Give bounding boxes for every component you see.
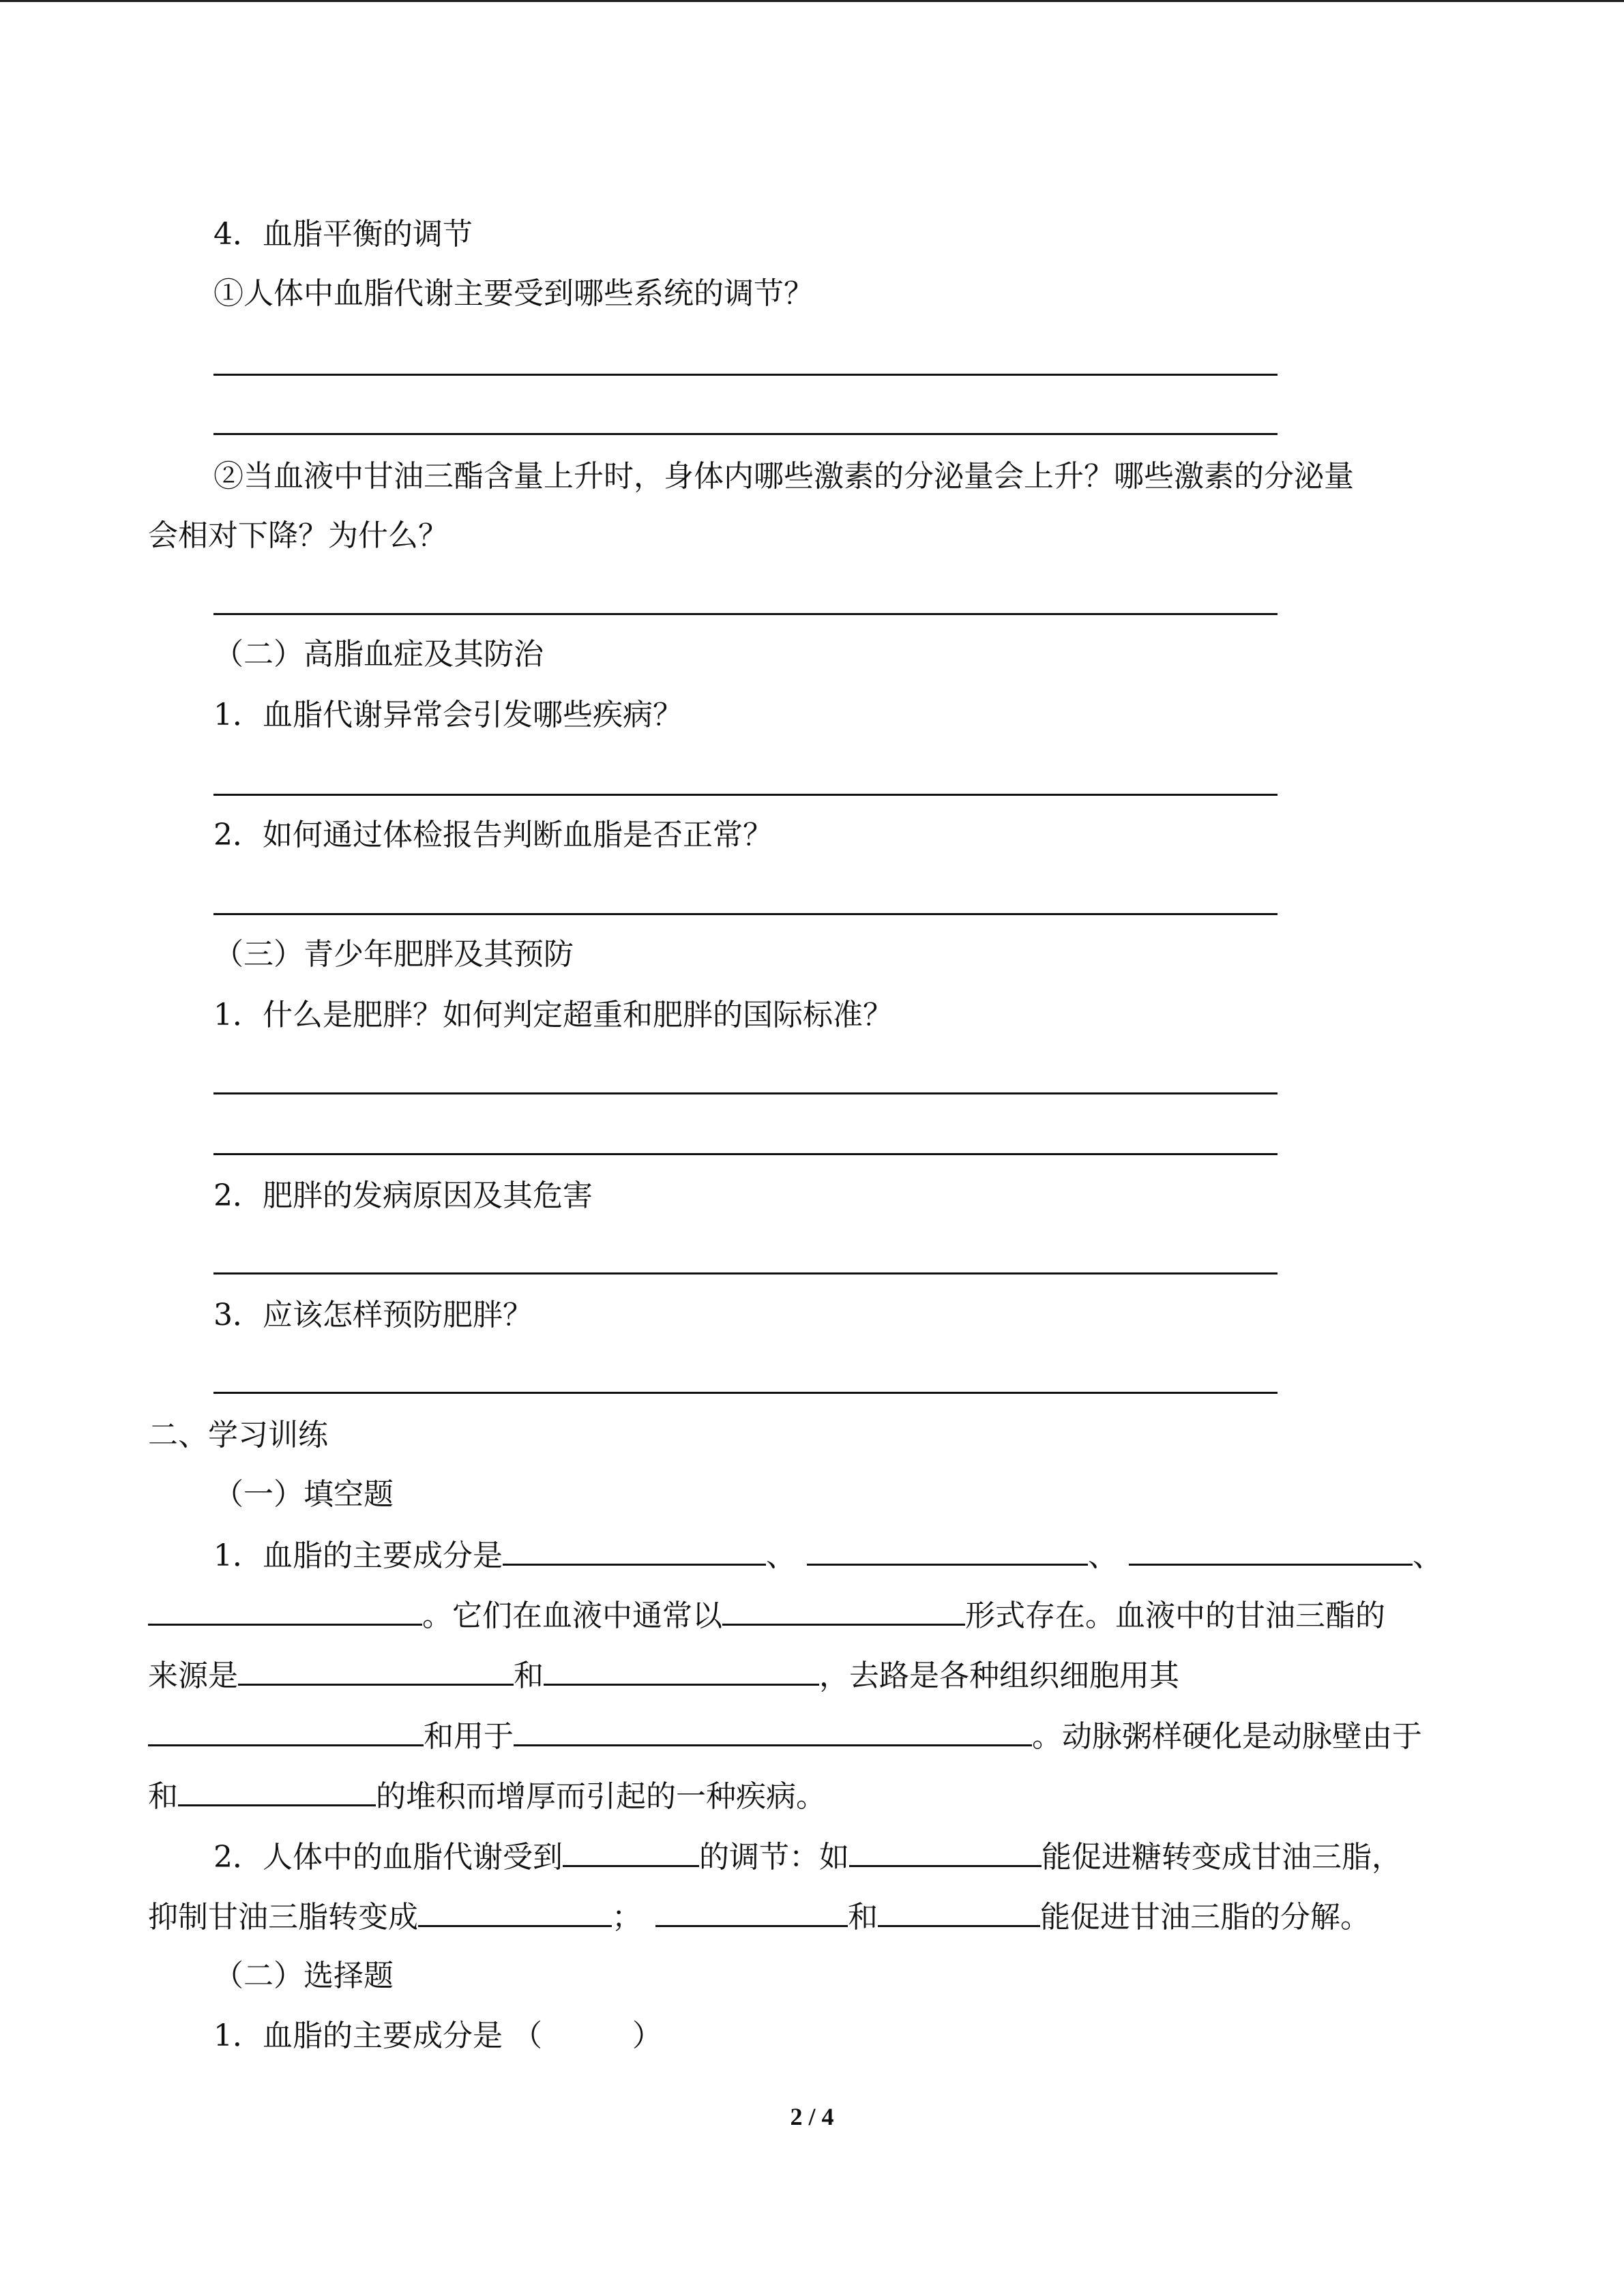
blank[interactable] — [655, 1898, 848, 1927]
answer-line[interactable] — [213, 913, 1278, 915]
text: 、 — [766, 1538, 796, 1573]
blank[interactable] — [148, 1717, 424, 1746]
fill-q1-line2 — [148, 1596, 1385, 1635]
blank[interactable] — [807, 1536, 1088, 1566]
part-2-question-1: 1．血脂代谢异常会引发哪些疾病？ — [213, 698, 683, 732]
part-3-question-2: 2．肥胖的发病原因及其危害 — [213, 1178, 593, 1213]
choice-question-1: 1．血脂的主要成分是 （ ） — [213, 2018, 662, 2053]
fill-q2-line2 — [148, 1898, 1370, 1937]
part-3-question-3: 3．应该怎样预防肥胖？ — [213, 1298, 533, 1332]
part-2-question-2: 2．如何通过体检报告判断血脂是否正常？ — [213, 818, 773, 852]
question-1: ①人体中血脂代谢主要受到哪些系统的调节？ — [213, 276, 814, 311]
fill-q2-line1 — [213, 1838, 1402, 1877]
part-3-title: （三）青少年肥胖及其预防 — [213, 937, 574, 972]
blank[interactable] — [238, 1656, 514, 1686]
answer-line[interactable] — [213, 1272, 1278, 1274]
fill-q1-line4 — [148, 1717, 1422, 1756]
text: 抑制甘油三脂转变成 — [148, 1900, 418, 1935]
page-number: 2 / 4 — [790, 2103, 834, 2130]
answer-line[interactable] — [213, 1092, 1278, 1094]
answer-line[interactable] — [213, 1153, 1278, 1155]
text: ； — [612, 1900, 642, 1935]
text: 2．人体中的血脂代谢受到 — [213, 1840, 563, 1875]
text: 和用于 — [424, 1719, 514, 1754]
blank[interactable] — [148, 1596, 422, 1626]
text: 来源是 — [148, 1658, 238, 1693]
text: 。它们在血液中通常以 — [422, 1598, 722, 1633]
fill-q1-line5 — [148, 1777, 826, 1816]
blank[interactable] — [418, 1898, 612, 1927]
top-border — [0, 0, 1624, 2]
text: 和 — [514, 1658, 544, 1693]
text: ，去路是各种组织细胞用其 — [819, 1658, 1179, 1693]
blank[interactable] — [563, 1838, 699, 1867]
question-2-line2: 会相对下降？为什么？ — [148, 518, 448, 553]
fill-in-title: （一）填空题 — [213, 1477, 394, 1512]
blank[interactable] — [1129, 1536, 1413, 1566]
blank[interactable] — [178, 1777, 376, 1806]
answer-line[interactable] — [213, 613, 1278, 615]
blank[interactable] — [849, 1838, 1042, 1867]
text: 、 — [1088, 1538, 1118, 1573]
text: 、 — [1413, 1538, 1443, 1573]
choice-title: （二）选择题 — [213, 1958, 394, 1993]
blank[interactable] — [878, 1898, 1040, 1927]
answer-line[interactable] — [213, 1392, 1278, 1394]
answer-line[interactable] — [213, 433, 1278, 435]
text: 1．血脂的主要成分是 — [213, 1538, 503, 1573]
part-3-question-1: 1．什么是肥胖？如何判定超重和肥胖的国际标准？ — [213, 998, 893, 1032]
text: 和 — [848, 1900, 878, 1935]
fill-q1-line1 — [213, 1536, 1443, 1575]
text: 的调节：如 — [699, 1840, 849, 1875]
blank[interactable] — [503, 1536, 766, 1566]
answer-line[interactable] — [213, 374, 1278, 376]
training-title: 二、学习训练 — [148, 1418, 328, 1452]
question-2-line1: ②当血液中甘油三酯含量上升时，身体内哪些激素的分泌量会上升？哪些激素的分泌量 — [213, 459, 1354, 494]
fill-q1-line3 — [148, 1656, 1179, 1695]
text: 。动脉粥样硬化是动脉壁由于 — [1032, 1719, 1422, 1754]
blank[interactable] — [722, 1596, 965, 1626]
text: 和 — [148, 1779, 178, 1814]
text: 的堆积而增厚而引起的一种疾病。 — [376, 1779, 826, 1814]
answer-line[interactable] — [213, 794, 1278, 796]
blank[interactable] — [544, 1656, 819, 1686]
blank[interactable] — [514, 1717, 1032, 1746]
text: 形式存在。血液中的甘油三酯的 — [965, 1598, 1385, 1633]
text: 能促进糖转变成甘油三脂， — [1042, 1840, 1402, 1875]
text: 能促进甘油三脂的分解。 — [1040, 1900, 1370, 1935]
section-4-title: 4．血脂平衡的调节 — [213, 217, 473, 252]
part-2-title: （二）高脂血症及其防治 — [213, 637, 544, 672]
